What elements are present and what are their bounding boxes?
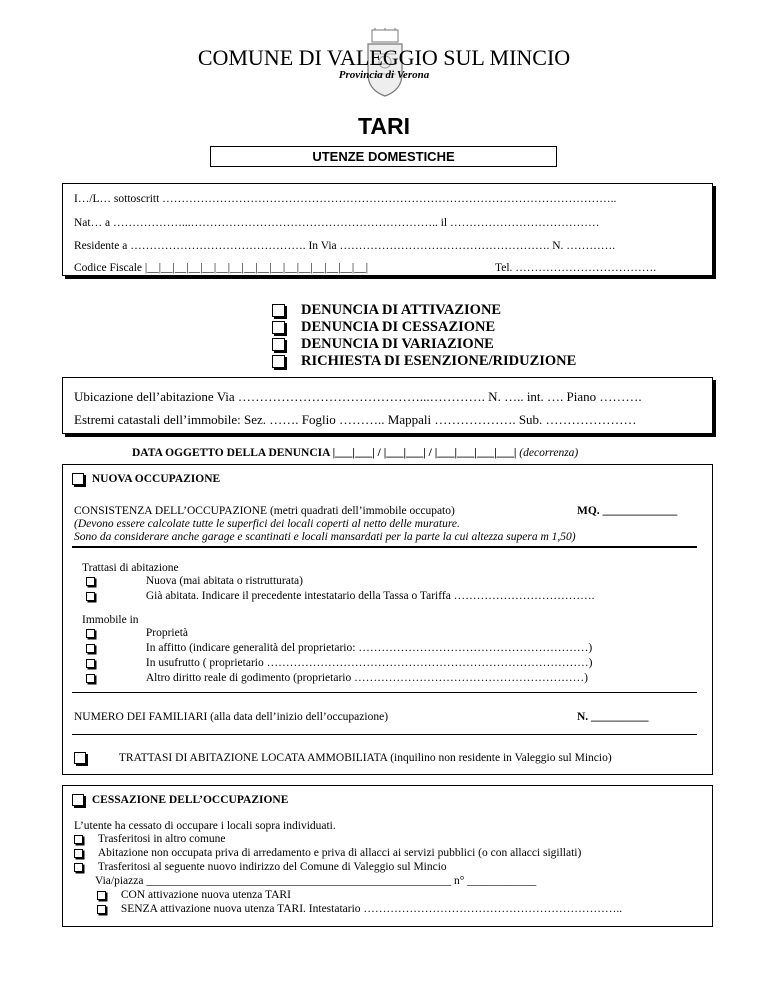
option-label: DENUNCIA DI ATTIVAZIONE (301, 301, 502, 318)
option-label: DENUNCIA DI VARIAZIONE (301, 335, 494, 352)
checkbox[interactable] (272, 338, 285, 351)
utenze-box (210, 146, 557, 167)
abitazione-gia-abitata-option[interactable] (86, 590, 595, 602)
checkbox[interactable] (72, 794, 84, 806)
checkbox[interactable] (272, 321, 285, 334)
non-occupata-option[interactable] (74, 847, 581, 859)
familiari-label: NUMERO DEI FAMILIARI (alla data dell’inizio dell’occupazione) (74, 711, 389, 723)
proprieta-option[interactable] (86, 627, 188, 639)
senza-attivazione-option[interactable] (97, 903, 622, 915)
checkbox[interactable] (86, 659, 95, 668)
cessazione-option[interactable] (72, 794, 288, 806)
checkbox[interactable] (86, 629, 95, 638)
checkbox[interactable] (86, 592, 95, 601)
option-label: In usufrutto ( proprietario …………………………………………………………………………) (145, 657, 593, 670)
checkbox[interactable] (86, 644, 95, 653)
option-label: Trasferitosi in altro comune (97, 833, 226, 846)
option-label: RICHIESTA DI ESENZIONE/RIDUZIONE (301, 352, 577, 369)
richiesta-esenzione-option[interactable] (272, 352, 576, 370)
consistenza-label: CONSISTENZA DELL’OCCUPAZIONE (metri quadrati dell’immobile occupato) (74, 505, 455, 517)
con-attivazione-option[interactable] (97, 889, 291, 901)
option-label: Altro diritto reale di godimento (proprietario ……………………………………………………) (145, 672, 588, 685)
affitto-option[interactable] (86, 642, 592, 654)
familiari-field[interactable]: N. __________ (577, 711, 649, 723)
codice-fiscale-line: Codice Fiscale |__|__|__|__|__|__|__|__|__|__|__|__|__|__|__|__| (74, 262, 369, 274)
cessazione-intro: L’utente ha cessato di occupare i locali sopra individuati. (74, 820, 336, 832)
denuncia-variazione-option[interactable] (272, 335, 494, 353)
denuncia-cessazione-option[interactable] (272, 318, 495, 336)
residenza-line: Residente a ………………………………………. In Via ………………………………………………. N. …………. (74, 240, 616, 252)
sottoscritto-line: I…/L… sottoscritt ……………………………………………………………………………………………………….. (74, 193, 617, 205)
checkbox[interactable] (272, 355, 285, 368)
option-label: Nuova (mai abitata o ristrutturata) (145, 575, 303, 588)
option-label: Trasferitosi al seguente nuovo indirizzo del Comune di Valeggio sul Mincio (97, 861, 447, 874)
nuovo-indirizzo-option[interactable] (74, 861, 447, 873)
option-label: DENUNCIA DI CESSAZIONE (301, 318, 496, 335)
option-label: Abitazione non occupata priva di arredamento e priva di allacci ai servizi pubblici (o con allacci sigillati) (97, 847, 582, 860)
comune-title: COMUNE DI VALEGGIO SUL MINCIO (197, 45, 571, 70)
checkbox[interactable] (86, 674, 95, 683)
divider (72, 734, 697, 735)
tari-title: TARI (358, 113, 410, 139)
checkbox[interactable] (74, 849, 83, 858)
catasto-line: Estremi catastali dell’immobile: Sez. ……. Foglio ……….. Mappali ………………. Sub. ………………… (74, 412, 637, 427)
option-label: SENZA attivazione nuova utenza TARI. Intestatario ………………………………………………………….. (120, 903, 623, 916)
checkbox[interactable] (74, 752, 86, 764)
nuova-occupazione-option[interactable] (72, 473, 220, 485)
altro-diritto-option[interactable] (86, 672, 588, 684)
section-title: NUOVA OCCUPAZIONE (91, 473, 221, 486)
divider (72, 546, 697, 548)
nascita-line: Nat… a ………………...……………………………………………………….. il ………………………………… (74, 217, 600, 229)
checkbox[interactable] (72, 473, 84, 485)
ubicazione-line: Ubicazione dell’abitazione Via ……………………………………...…………. N. ….. int. …. Piano ………. (74, 389, 642, 404)
checkbox[interactable] (97, 891, 106, 900)
option-label: TRATTASI DI ABITAZIONE LOCATA AMMOBILIATA (inquilino non residente in Valeggio sul Mincio) (118, 752, 612, 765)
checkbox[interactable] (97, 905, 106, 914)
provincia-subtitle: Provincia di Verona (338, 69, 430, 81)
utenze-title: UTENZE DOMESTICHE (312, 149, 455, 164)
consistenza-note-1: (Devono essere calcolate tutte le superfici dei locali coperti al netto delle murature. (74, 518, 460, 530)
checkbox[interactable] (272, 304, 285, 317)
denuncia-attivazione-option[interactable] (272, 301, 501, 319)
option-label: Proprietà (145, 627, 189, 640)
checkbox[interactable] (86, 577, 95, 586)
altro-comune-option[interactable] (74, 833, 226, 845)
divider (72, 692, 697, 693)
immobile-label: Immobile in (82, 614, 139, 626)
usufrutto-option[interactable] (86, 657, 592, 669)
abitazione-nuova-option[interactable] (86, 575, 303, 587)
option-label: CON attivazione nuova utenza TARI (120, 889, 291, 902)
mq-field[interactable]: MQ. _____________ (577, 505, 678, 517)
consistenza-note-2: Sono da considerare anche garage e scantinati e locali mansardati per la parte la cui altezza supera m 1,50) (74, 531, 576, 543)
locata-ammobiliata-option[interactable] (74, 752, 612, 764)
decorrenza-label: (decorrenza) (519, 447, 579, 459)
option-label: Già abitata. Indicare il precedente intestatario della Tassa o Tariffa ………………………………. (145, 590, 595, 603)
checkbox[interactable] (74, 835, 83, 844)
telefono-line: Tel. ………………………………. (495, 262, 657, 274)
data-oggetto (132, 447, 578, 459)
section-title: CESSAZIONE DELL’OCCUPAZIONE (91, 794, 289, 807)
trattasi-label: Trattasi di abitazione (82, 562, 179, 574)
checkbox[interactable] (74, 863, 83, 872)
option-label: In affitto (indicare generalità del proprietario: ……………………………………………………) (145, 642, 593, 655)
data-oggetto-label: DATA OGGETTO DELLA DENUNCIA |___|___| / |___|___| / |___|___|___|___| (132, 447, 517, 459)
via-piazza-field[interactable]: Via/piazza _____________________________________________________ n° ____________ (95, 875, 537, 887)
